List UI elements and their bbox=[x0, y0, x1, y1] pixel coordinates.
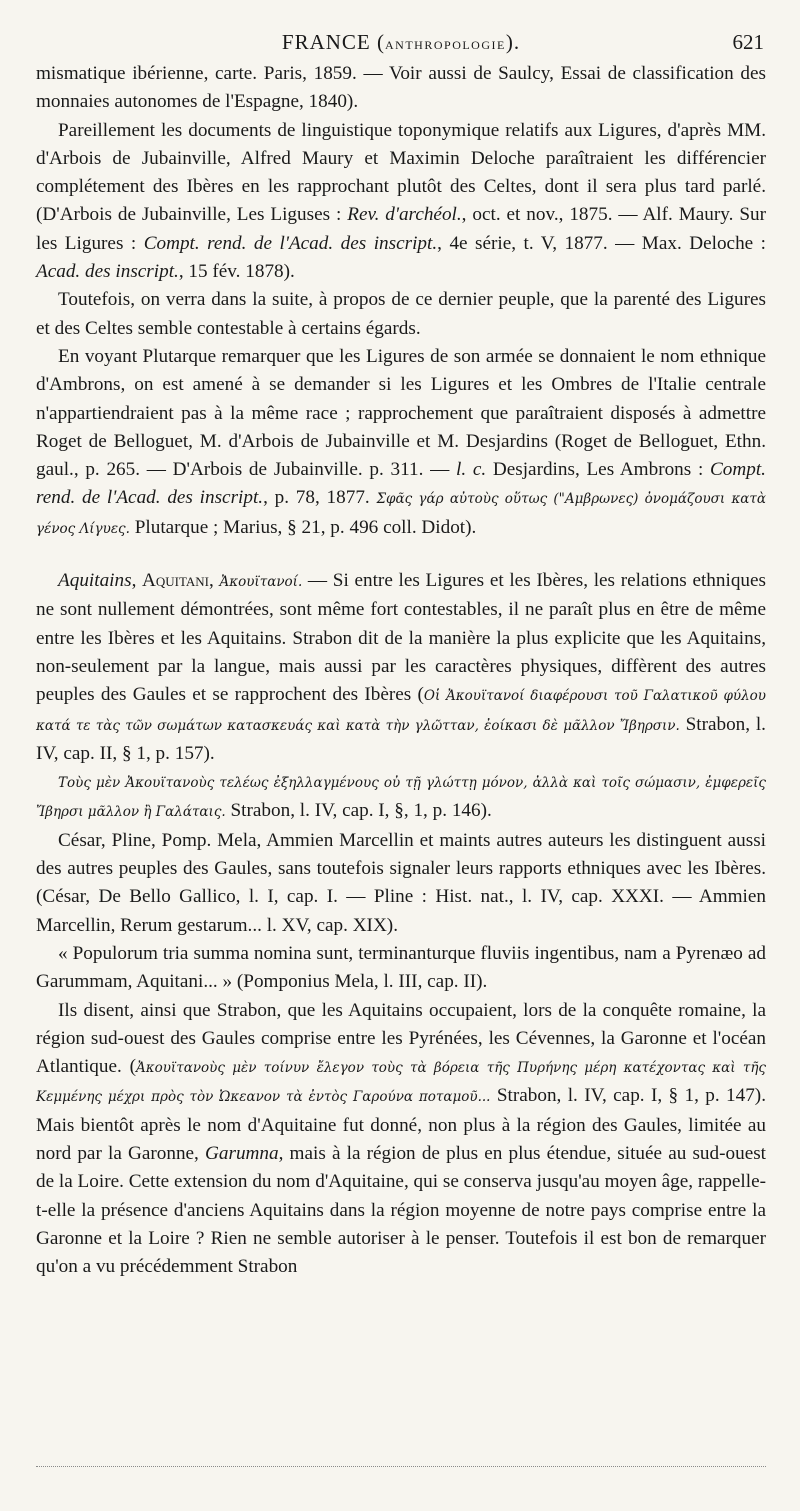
paragraph-3 bbox=[36, 286, 766, 343]
paragraph-6 bbox=[36, 768, 766, 827]
title-subtitle: anthropologie bbox=[385, 34, 506, 53]
page-number: 621 bbox=[732, 30, 764, 54]
paragraph-8 bbox=[36, 940, 766, 997]
text-run: Strabon, l. IV, cap. I, §, 1, p. 146). bbox=[225, 800, 492, 822]
body-text bbox=[36, 60, 766, 1281]
text-run: Pareillement les documents de linguistique toponymique relatifs aux Ligures, d'après MM. d'Arbois de Jubainville, Alfred Maury et Maximin Deloche paraîtraient les différencier complétement des Ibères en les rapprochant plutôt des Celtes, dont il sera plus tard parlé. (D'Arbois de Jubainville, Les Liguses : bbox=[36, 119, 766, 226]
greek-quotation: Σφᾶς γάρ αὐτοὺς οὕτως ("Αμβρωνες) ὀνομάζουσι κατὰ γένος Λίγυες. bbox=[36, 491, 767, 537]
italic-citation: l. c. bbox=[456, 459, 487, 481]
italic-citation: Rev. d'archéol. bbox=[347, 204, 462, 226]
title-main: FRANCE ( bbox=[281, 30, 386, 54]
italic-citation: Compt. rend. de l'Acad. des inscript. bbox=[36, 459, 766, 509]
greek-quotation: Τοὺς μὲν Ἀκουϊτανοὺς τελέως ἐξηλλαγμένους οὐ τῇ γλώττῃ μόνον, ἀλλὰ καὶ τοῖς σώμασιν, ἐμφερεῖς Ἴβηρσι μᾶλλον ἢ Γαλάταις. bbox=[36, 775, 766, 821]
text-run: En voyant Plutarque remarquer que les Ligures de son armée se donnaient le nom ethnique d'Ambrons, on est amené à se demander si les Ligures et les Ombres de l'Italie centrale n'appartiendraient pas à la même race ; rapprochement que paraîtraient disposés à admettre Roget de Belloguet, M. d'Arbois de Jubainville et M. Desjardins (Roget de Belloguet, Ethn. gaul., p. 265. — D'Arbois de Jubainville. p. 311. — bbox=[36, 345, 766, 481]
text-run: « Populorum tria summa nomina sunt, terminanturque fluviis ingentibus, nam a Pyrenæo ad Garummam, Aquitani... » (Pomponius Mela, l. III, cap. II). bbox=[36, 942, 766, 993]
text-run: César, Pline, Pomp. Mela, Ammien Marcellin et maints autres auteurs les distinguent aussi des autres peuples des Gaules, sans toutefois signaler leurs rapports ethniques avec les Ibères. (César, De Bello Gallico, l. I, cap. I. — Pline : Hist. nat., l. IV, cap. XXXI. — Ammien Marcellin, Rerum gestarum... l. XV, cap. XIX). bbox=[36, 829, 766, 936]
text-run: Ils disent, ainsi que Strabon, que les Aquitains occupaient, lors de la conquête romaine, la région sud-ouest des Gaules comprise entre les Pyrénées, les Cévennes, la Garonne et l'océan Atlantique. ( bbox=[36, 999, 766, 1078]
paragraph-4 bbox=[36, 343, 766, 543]
running-title bbox=[36, 30, 766, 55]
section-heading-term: Aquitains bbox=[58, 570, 132, 592]
italic-citation: Compt. rend. de l'Acad. des inscript. bbox=[143, 232, 438, 254]
text-run: Toutefois, on verra dans la suite, à propos de ce dernier peuple, que la parenté des Ligures et des Celtes semble contestable à certains égards. bbox=[36, 289, 766, 339]
text-run: Strabon, l. IV, cap. I, § 1, p. 147). Mais bientôt après le nom d'Aquitaine fut donné, non plus à la région des Gaules, limitée au nord par la Garonne, bbox=[36, 1085, 766, 1164]
running-header bbox=[36, 24, 766, 60]
text-run: , bbox=[209, 570, 220, 592]
text-run: , mais à la région de plus en plus étendue, située au sud-ouest de la Loire. Cette extension du nom d'Aquitaine, qui se conserva jusqu'au moyen âge, rappelle-t-elle la présence d'anciens Aquitains dans la région moyenne de notre pays comprise entre la Garonne et la Loire ? Rien ne semble autoriser à le penser. Toutefois il est bon de remarquer qu'on a vu précédemment Strabon bbox=[36, 1142, 767, 1278]
text-run: mismatique ibérienne, carte. Paris, 1859. — Voir aussi de Saulcy, Essai de classification des monnaies autonomes de l'Espagne, 1840). bbox=[36, 63, 766, 113]
paragraph-9 bbox=[36, 997, 766, 1282]
footer-rule bbox=[36, 1466, 766, 1467]
text-run: Desjardins, Les Ambrons : bbox=[486, 459, 710, 481]
text-run: , 15 fév. 1878). bbox=[178, 261, 295, 283]
paragraph-1 bbox=[36, 60, 766, 117]
latin-name: Aquitani bbox=[142, 570, 210, 592]
text-run: Plutarque ; Marius, § 21, p. 496 coll. Didot). bbox=[129, 516, 477, 538]
greek-name: Ἀκουϊτανοί. bbox=[219, 574, 303, 591]
text-run: , p. 78, 1877. bbox=[263, 487, 377, 509]
paragraph-2 bbox=[36, 117, 766, 287]
paragraph-7 bbox=[36, 827, 766, 940]
text-run: , 4e série, t. V, 1877. — Max. Deloche : bbox=[437, 232, 766, 254]
text-run: — Si entre les Ligures et les Ibères, les relations ethniques ne sont nullement démontrées, sont même fort contestables, il ne paraît plus en être de même entre les Ibères et les Aquitains. Strabon dit de la manière la plus explicite que les Aquitains, non-seulement par la langue, mais aussi par les caractères physiques, diffèrent des autres peuples des Gaules et se rapprochent des Ibères ( bbox=[36, 570, 766, 706]
greek-quotation: Οἱ Ἀκουϊτανοί διαφέρουσι τοῦ Γαλατικοῦ φύλου κατά τε τὰς τῶν σωμάτων κατασκευάς καὶ κατὰ τὴν γλῶτταν, ἐοίκασι δὲ μᾶλλον Ἴβηρσιν. bbox=[36, 688, 766, 734]
italic-term: Garumna bbox=[205, 1142, 279, 1164]
paragraph-5 bbox=[36, 567, 766, 768]
text-run: , oct. et nov., 1875. — Alf. Maury. Sur les Ligures : bbox=[36, 204, 766, 254]
italic-citation: Acad. des inscript. bbox=[36, 261, 179, 283]
greek-quotation: Ἀκουϊτανοὺς μὲν τοίνυν ἔλεγον τοὺς τὰ βόρεια τῆς Πυρήνης μέρη κατέχοντας καὶ τῆς Κεμμένης μέχρι πρὸς τὸν Ὠκεανον τὰ ἐντὸς Γαρούνα ποταμοῦ... bbox=[36, 1060, 766, 1106]
text-run: Strabon, l. IV, cap. II, § 1, p. 157). bbox=[36, 713, 766, 764]
text-run: , bbox=[131, 570, 143, 592]
title-close: ). bbox=[505, 30, 521, 54]
